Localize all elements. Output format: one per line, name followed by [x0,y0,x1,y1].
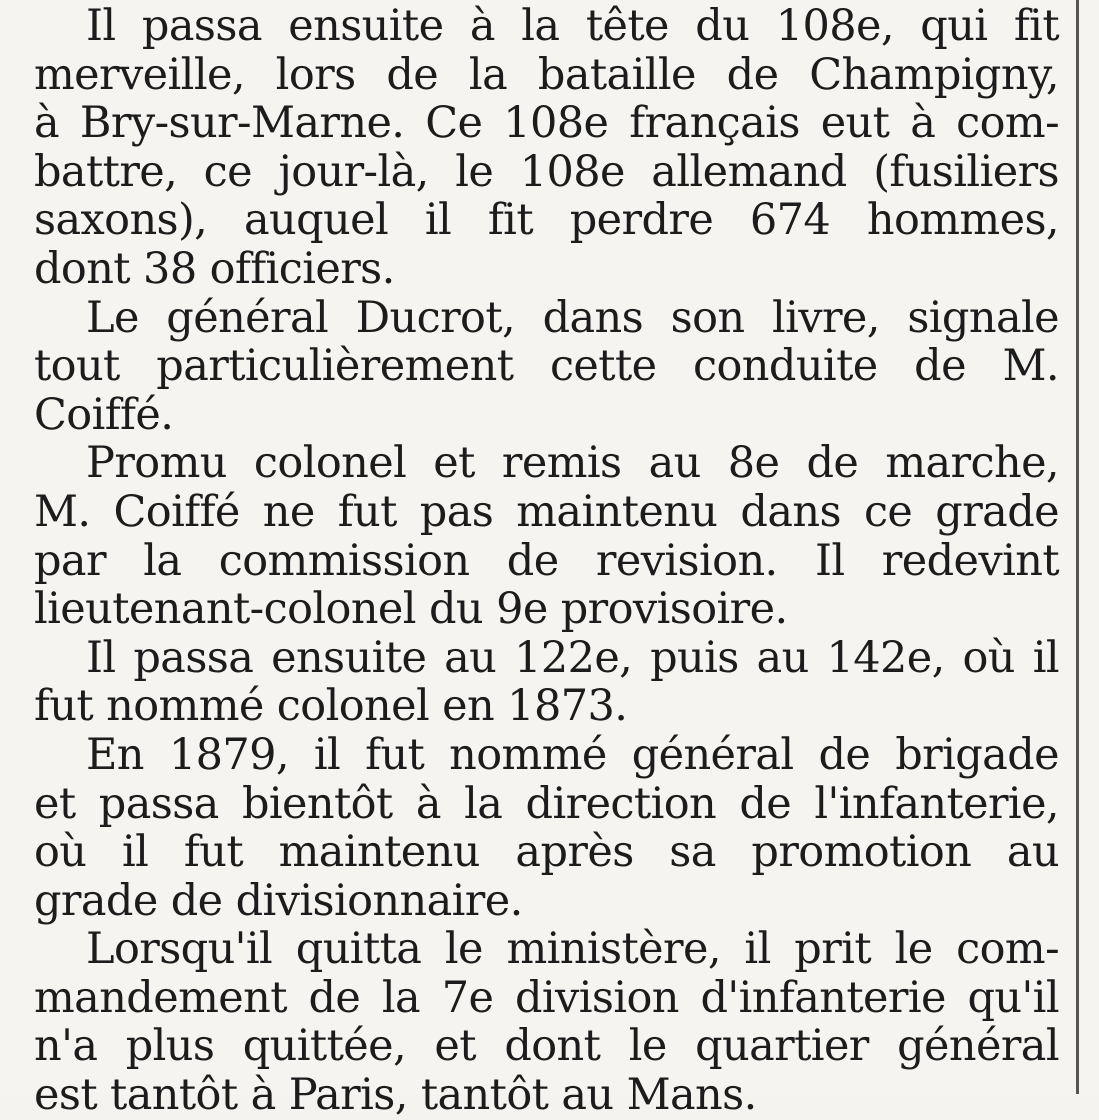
text-line: saxons), auquel il fit perdre 674 hommes, [34,195,1059,246]
text-line: Coiffé. [34,389,174,440]
paragraph [34,439,1059,633]
paragraph [34,294,1059,440]
text-line: n'a plus quittée, et dont le quartier général [34,1021,1059,1072]
text-line: par la commission de revision. Il redevint [34,535,1059,586]
text-line: Lorsqu'il quitta le ministère, il prit le com- [86,924,1059,975]
text-line: à Bry-sur-Marne. Ce 108e français eut à com- [34,98,1059,149]
text-line: Le général Ducrot, dans son livre, signale [86,292,1059,343]
text-line: est tantôt à Paris, tantôt au Mans. [34,1070,757,1120]
text-line: Promu colonel et remis au 8e de marche, [86,438,1059,489]
paragraph [34,634,1059,731]
paragraph [34,925,1059,1119]
text-line: grade de divisionnaire. [34,875,523,926]
text-line: M. Coiffé ne fut pas maintenu dans ce grade [34,486,1059,537]
text-line: tout particulièrement cette conduite de M. [34,341,1059,392]
text-line: dont 38 officiers. [34,243,395,294]
text-line: et passa bientôt à la direction de l'infanterie, [34,778,1059,829]
text-line: battre, ce jour-là, le 108e allemand (fusiliers [34,146,1059,197]
text-line: merveille, lors de la bataille de Champigny, [34,49,1059,100]
paragraph [34,2,1059,294]
column-rule [1076,0,1079,1094]
text-line: En 1879, il fut nommé général de brigade [86,729,1059,780]
text-line: Il passa ensuite au 122e, puis au 142e, où il [86,632,1059,683]
text-line: fut nommé colonel en 1873. [34,681,628,732]
paragraph [34,731,1059,925]
text-line: Il passa ensuite à la tête du 108e, qui fit [86,1,1059,51]
text-line: mandement de la 7e division d'infanterie qu'il [34,972,1059,1023]
text-line: lieutenant-colonel du 9e provisoire. [34,584,788,635]
text-line: où il fut maintenu après sa promotion au [34,827,1059,878]
